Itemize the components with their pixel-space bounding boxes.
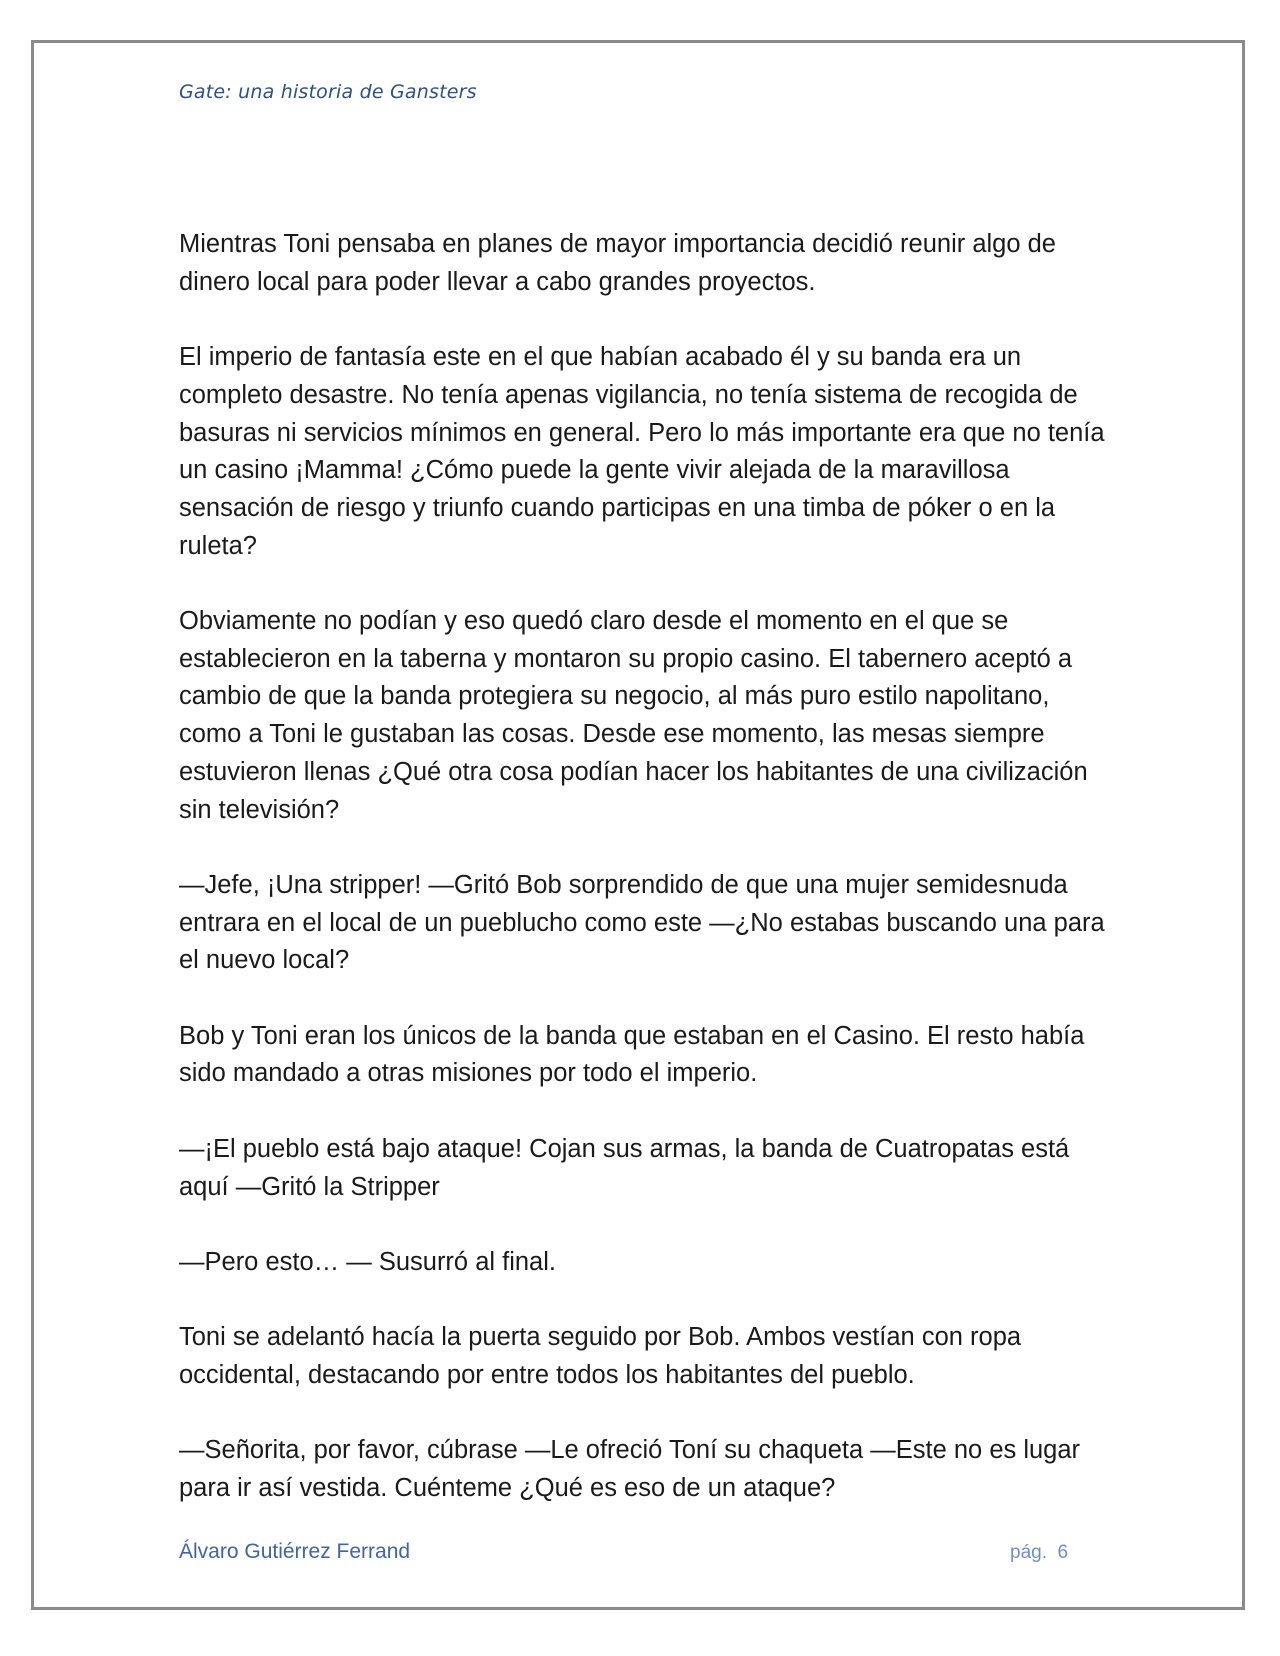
page-number-value: 6 [1057,1542,1069,1563]
paragraph: Bob y Toni eran los únicos de la banda que estaban en el Casino. El resto había sido mandado a otras misiones por todo el imperio. [179,1021,1085,1088]
paragraph: Obviamente no podían y eso quedó claro desde el momento en el que se establecieron en la taberna y montaron su propio casino. El tabernero aceptó a cambio de que la banda protegiera su negocio, al más puro estilo napolitano, como a Toni le gustaban las cosas. Desde ese momento, las mesas siempre estuvieron llenas ¿Qué otra cosa podían hacer los habitantes de una civilización sin televisión? [179,607,1088,824]
paragraph: —¡El pueblo está bajo ataque! Cojan sus armas, la banda de Cuatropatas está aquí —Gritó la Stripper [179,1134,1070,1201]
body-text [179,226,1109,1545]
page-number [1010,1542,1068,1564]
paragraph: Mientras Toni pensaba en planes de mayor importancia decidió reunir algo de dinero local para poder llevar a cabo grandes proyectos. [179,230,1056,296]
footer-author: Álvaro Gutiérrez Ferrand [179,1540,411,1563]
paragraph: Toni se adelantó hacía la puerta seguido por Bob. Ambos vestían con ropa occidental, destacando por entre todos los habitantes del pueblo. [179,1323,1022,1389]
document-page [31,40,1245,1610]
page-label: pág. [1010,1542,1047,1563]
paragraph: —Jefe, ¡Una stripper! —Gritó Bob sorprendido de que una mujer semidesnuda entrara en el local de un pueblucho como este —¿No estabas buscando una para el nuevo local? [179,870,1105,975]
paragraph: —Pero esto… — Susurró al final. [179,1247,556,1276]
paragraph: El imperio de fantasía este en el que habían acabado él y su banda era un completo desastre. No tenía apenas vigilancia, no tenía sistema de recogida de basuras ni servicios mínimos en general. Pero lo más importante era que no tenía un casino ¡Mamma! ¿Cómo puede la gente vivir alejada de la maravillosa sensación de riesgo y triunfo cuando participas en una timba de póker o en la ruleta? [179,343,1105,560]
running-header: Gate: una historia de Gansters [179,81,477,103]
paragraph: —Señorita, por favor, cúbrase —Le ofreció Toní su chaqueta —Este no es lugar para ir así vestida. Cuénteme ¿Qué es eso de un ataque? [179,1436,1081,1503]
